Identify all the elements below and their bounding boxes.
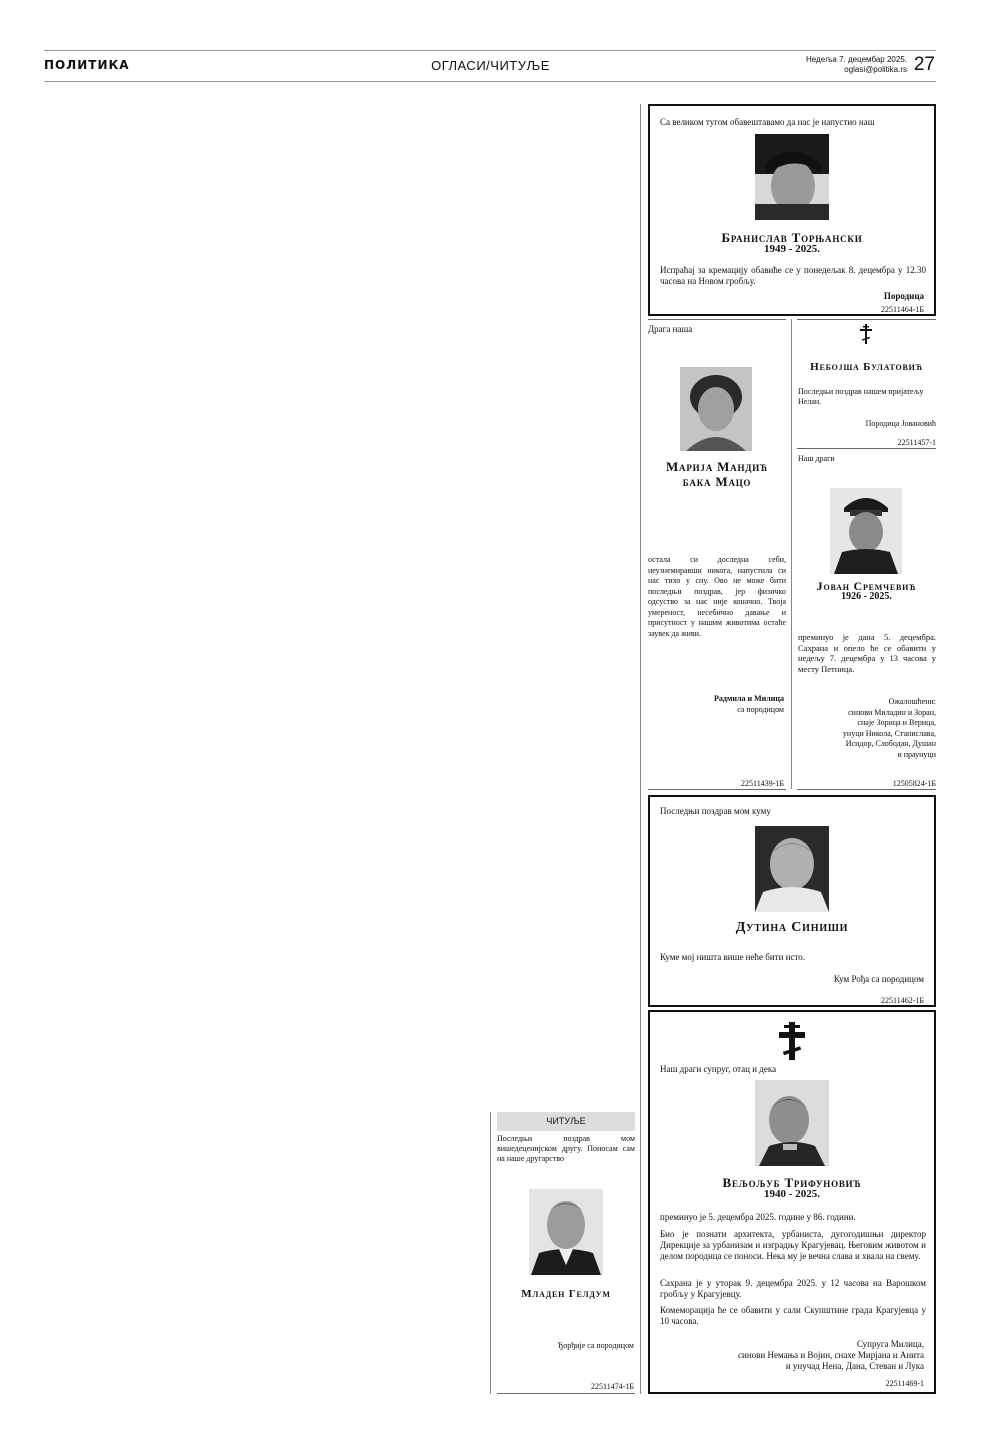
obituary-intro: Са великом тугом обавештавамо да нас је напустио наш [660, 117, 875, 127]
portrait-photo [830, 488, 902, 574]
deceased-name: Младен Гелдум [521, 1288, 611, 1300]
notice-bottom-rule [497, 1393, 635, 1394]
portrait-photo [529, 1189, 603, 1275]
deceased-name: Дутина Синиши [735, 920, 849, 935]
ad-code: 22511462-1Б [881, 996, 924, 1005]
obituary-body-4: Комеморација ће се обавити у сали Скупштине града Крагујевца у 10 часова. [660, 1305, 926, 1326]
deceased-nickname: бака Мацо [682, 474, 752, 489]
header-info [806, 55, 907, 75]
page-number: 27 [913, 54, 935, 75]
deceased-name: Вељољуб Трифуновић [722, 1175, 862, 1190]
signature-line: Исидор, Слободан, Душан [845, 739, 936, 748]
header-top-rule [44, 50, 936, 51]
section-tab-obituaries: ЧИТУЉЕ [497, 1112, 635, 1131]
signature-line: и унучад Нена, Дана, Стеван и Лука [785, 1361, 924, 1371]
ad-code: 22511474-1Б [591, 1382, 634, 1391]
ad-code: 22511469-1 [885, 1379, 924, 1388]
orthodox-cross-icon [778, 1022, 806, 1060]
obituary-signature: Ђорђије са породицом [557, 1341, 634, 1350]
column-inner-divider [791, 319, 792, 789]
notice-divider [797, 448, 936, 449]
portrait-photo [755, 1080, 829, 1166]
portrait-photo [755, 134, 829, 220]
ad-code: 22511457-1 [897, 438, 936, 447]
obituary-signature-2: са породицом [737, 705, 784, 714]
signature-line: Ожалошћени: [888, 697, 936, 706]
obituary-intro: Наш драги супруг, отац и дека [660, 1064, 777, 1074]
deceased-name: Јован Сремчевић [816, 579, 917, 593]
notice-bottom-rule [648, 789, 786, 790]
masthead-logo[interactable]: ПОЛИТИКА [44, 58, 130, 72]
portrait-photo [680, 367, 752, 451]
obituary-signature: Породица Јовановић [865, 419, 936, 428]
obituary-signatures [660, 1339, 924, 1372]
column-divider-left [490, 1112, 491, 1394]
obituary-body: преминуо је дана 5. децембра. Сахрана и опело ће се обавити у недељу 7. децембра у 13 часова у месту Петница. [798, 632, 936, 674]
orthodox-cross-icon [859, 324, 873, 344]
notice-top-rule [648, 319, 786, 320]
obituary-body-3: Сахрана је у уторак 9. децембра 2025. у 12 часова на Варошком гробљу у Крагујевцу. [660, 1278, 926, 1299]
deceased-name: Бранислав Торњански [721, 230, 863, 245]
obituary-body: Куме мој ништа више неће бити исто. [660, 952, 806, 962]
obituary-body-2: Био је познати архитекта, урбаниста, дугогодишњи директор Дирекције за урбанизам и изградњу Крагујевац. Његовим животом и делом породица се поноси. Нека му је вечна слава и хвала на свему. [660, 1229, 926, 1261]
obituary-body-1: преминуо је 5. децембра 2025. године у 86. години. [660, 1212, 856, 1222]
life-years: 1926 - 2025. [841, 591, 892, 602]
ad-code: 22511464-1Б [881, 305, 924, 314]
life-years: 1949 - 2025. [764, 243, 820, 255]
deceased-name: Марија Мандић [665, 459, 769, 474]
obituary-intro: Последњи поздрав мом вишедеценијском другу. Поносам сам на наше другарство [497, 1134, 635, 1163]
obituary-trifunovic [648, 1010, 936, 1394]
signature-line: синови Немања и Војин, снахе Мирјана и Анита [738, 1350, 924, 1360]
obituary-signature: Радмила и Милица [714, 694, 784, 703]
obituary-intro: Наш драги [798, 454, 835, 463]
portrait-photo [755, 826, 829, 912]
signature-line: снаје Зорица и Верица, [857, 718, 936, 727]
signature-line: Супруга Милица, [856, 1339, 924, 1349]
header-email[interactable]: oglasi@politika.rs [844, 65, 907, 74]
signature-line: унуци Никола, Станислава, [842, 728, 936, 738]
obituary-intro: Последњи поздрав мом куму [660, 806, 771, 816]
header-date: Недеља 7. децембар 2025. [806, 55, 907, 64]
deceased-name: Небојша Булатовић [810, 361, 923, 373]
signature-line: и праунуци [897, 749, 936, 759]
column-divider [640, 104, 641, 1394]
notice-bottom-rule [797, 789, 936, 790]
obituary-tornjanski [648, 104, 936, 316]
signature-line: синови Миладин и Зоран, [848, 707, 936, 717]
obituary-body: Последњи поздрав нашем пријатељу Нелан. [798, 387, 924, 406]
notice-top-rule [797, 319, 936, 320]
ad-code: 12505824-1Б [892, 779, 936, 788]
obituary-dutina [648, 795, 936, 1007]
section-title: ОГЛАСИ/ЧИТУЉЕ [431, 58, 550, 73]
life-years: 1940 - 2025. [764, 1188, 820, 1200]
obituary-body: Испраћај за кремацију обавиће се у понедељак 8. децембра у 12.30 часова на Новом гробљу. [660, 265, 926, 286]
ad-code: 22511439-1Б [741, 779, 784, 788]
obituary-signature: Породица [883, 291, 924, 301]
obituary-signature: Кум Рођа са породицом [833, 974, 924, 984]
obituary-body: остала си доследна себи, неузнемиравши никога, напустила си нас тихо у сну. Ово не може бити последњи поздрав, јер физичко одсуство за нас није коначно. Твоја умереност, несебично давање и присутност у нашим животима остаће заувек да живи. [648, 555, 786, 638]
obituary-intro: Драга наша [648, 324, 693, 334]
obituary-signatures [797, 697, 936, 760]
header-bottom-rule [44, 81, 936, 82]
